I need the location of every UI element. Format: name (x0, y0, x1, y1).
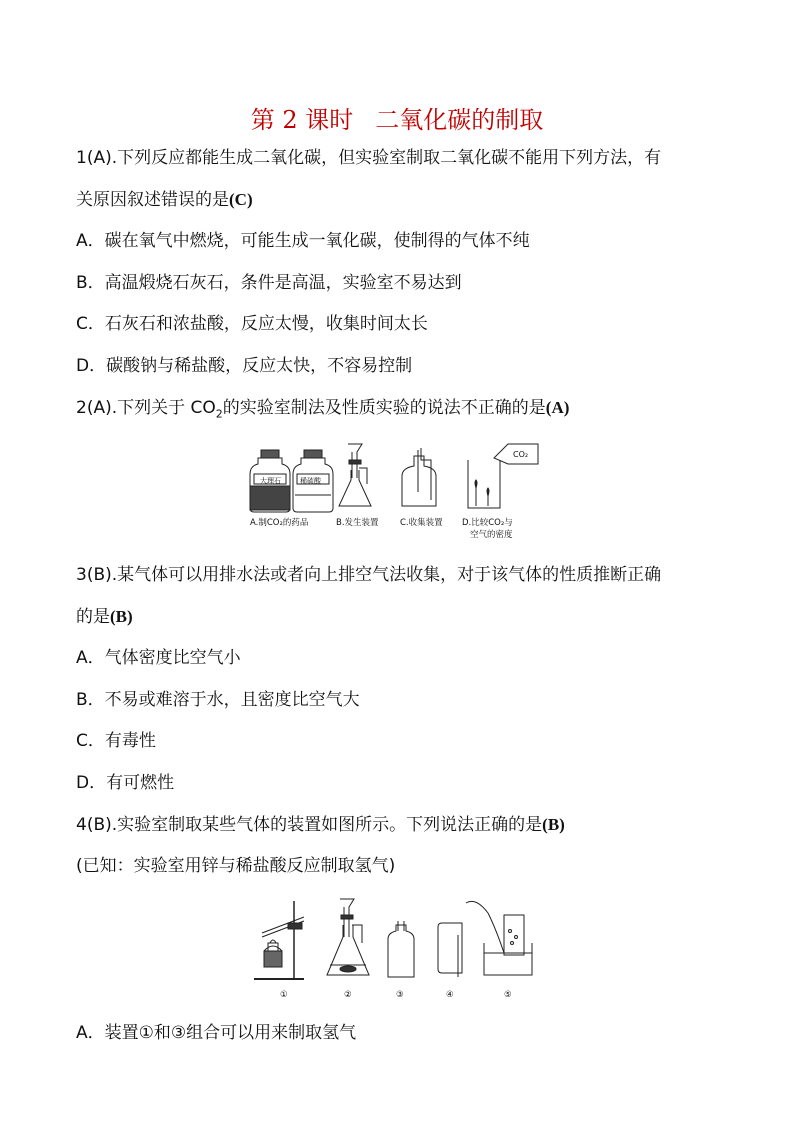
apparatus-5 (466, 901, 532, 975)
q3-option-d: D．有可燃性 (76, 773, 175, 793)
q1-option-c: C．石灰石和浓盐酸，反应太慢，收集时间太长 (76, 314, 428, 334)
q2-stem-post: 的实验室制法及性质实验的说法不正确的是 (222, 398, 546, 418)
q3-stem-line1: 3(B).某气体可以用排水法或者向上排空气法收集，对于该气体的性质推断正确 (76, 565, 662, 585)
q2-stem-pre: 2(A).下列关于 CO (76, 398, 216, 418)
apparatus-1 (254, 901, 304, 979)
q1-stem-line2 (76, 188, 253, 212)
q3-option-a: A．气体密度比空气小 (76, 648, 241, 668)
q4-option-a: A．装置①和③组合可以用来制取氢气 (76, 1023, 357, 1043)
apparatus-3 (388, 921, 414, 977)
caption-d-line2: 空气的密度 (470, 530, 513, 540)
q2-stem-sub: 2 (215, 407, 223, 421)
q3-option-c: C．有毒性 (76, 731, 156, 751)
caption-b: B.发生装置 (336, 518, 379, 528)
q4-figure (248, 895, 548, 1003)
caption-d-line1: D.比较CO₂与 (462, 518, 513, 528)
q4-note: (已知：实验室用锌与稀盐酸反应制取氢气) (76, 856, 396, 876)
apparatus-2 (327, 899, 369, 975)
q1-answer: (C) (229, 190, 253, 209)
q3-option-b: B．不易或难溶于水，且密度比空气大 (76, 690, 360, 710)
q4-stem-text: 4(B).实验室制取某些气体的装置如图所示。下列说法正确的是 (76, 815, 543, 835)
q4-answer: (B) (542, 815, 565, 834)
apparatus-4 (438, 923, 462, 977)
q4-stem (76, 813, 565, 837)
q1-option-a: A．碳在氧气中燃烧，可能生成一氧化碳，使制得的气体不纯 (76, 231, 530, 251)
q1-option-b: B．高温煅烧石灰石，条件是高温，实验室不易达到 (76, 273, 462, 293)
label-4: ④ (446, 990, 454, 1000)
caption-c: C.收集装置 (400, 518, 443, 528)
q1-stem-line1: 1(A).下列反应都能生成二氧化碳，但实验室制取二氧化碳不能用下列方法，有 (76, 148, 662, 168)
bottle1-label: 大理石 (260, 477, 281, 485)
label-1: ① (280, 990, 288, 1000)
collecting-bottle (402, 448, 436, 506)
title-topic: 二氧化碳的制取 (375, 106, 544, 134)
q2-stem (76, 396, 569, 426)
title-lesson: 第 2 课时 (250, 106, 354, 134)
label-2: ② (344, 990, 352, 1000)
q3-stem-line2 (76, 605, 133, 629)
q3-stem-text: 的是 (76, 607, 110, 627)
bottle2-label: 稀硫酸 (300, 477, 321, 485)
q2-figure (248, 440, 548, 545)
flask-apparatus (339, 444, 371, 506)
label-3: ③ (396, 990, 404, 1000)
q1-stem-text: 关原因叙述错误的是 (76, 190, 229, 210)
caption-a: A.制CO₂的药品 (250, 518, 309, 528)
co2-label: CO₂ (513, 450, 529, 459)
q3-answer: (B) (110, 607, 133, 626)
q2-answer: (A) (545, 398, 570, 417)
page-title (0, 100, 794, 135)
q1-option-d: D．碳酸钠与稀盐酸，反应太快，不容易控制 (76, 356, 413, 376)
label-5: ⑤ (504, 990, 512, 1000)
